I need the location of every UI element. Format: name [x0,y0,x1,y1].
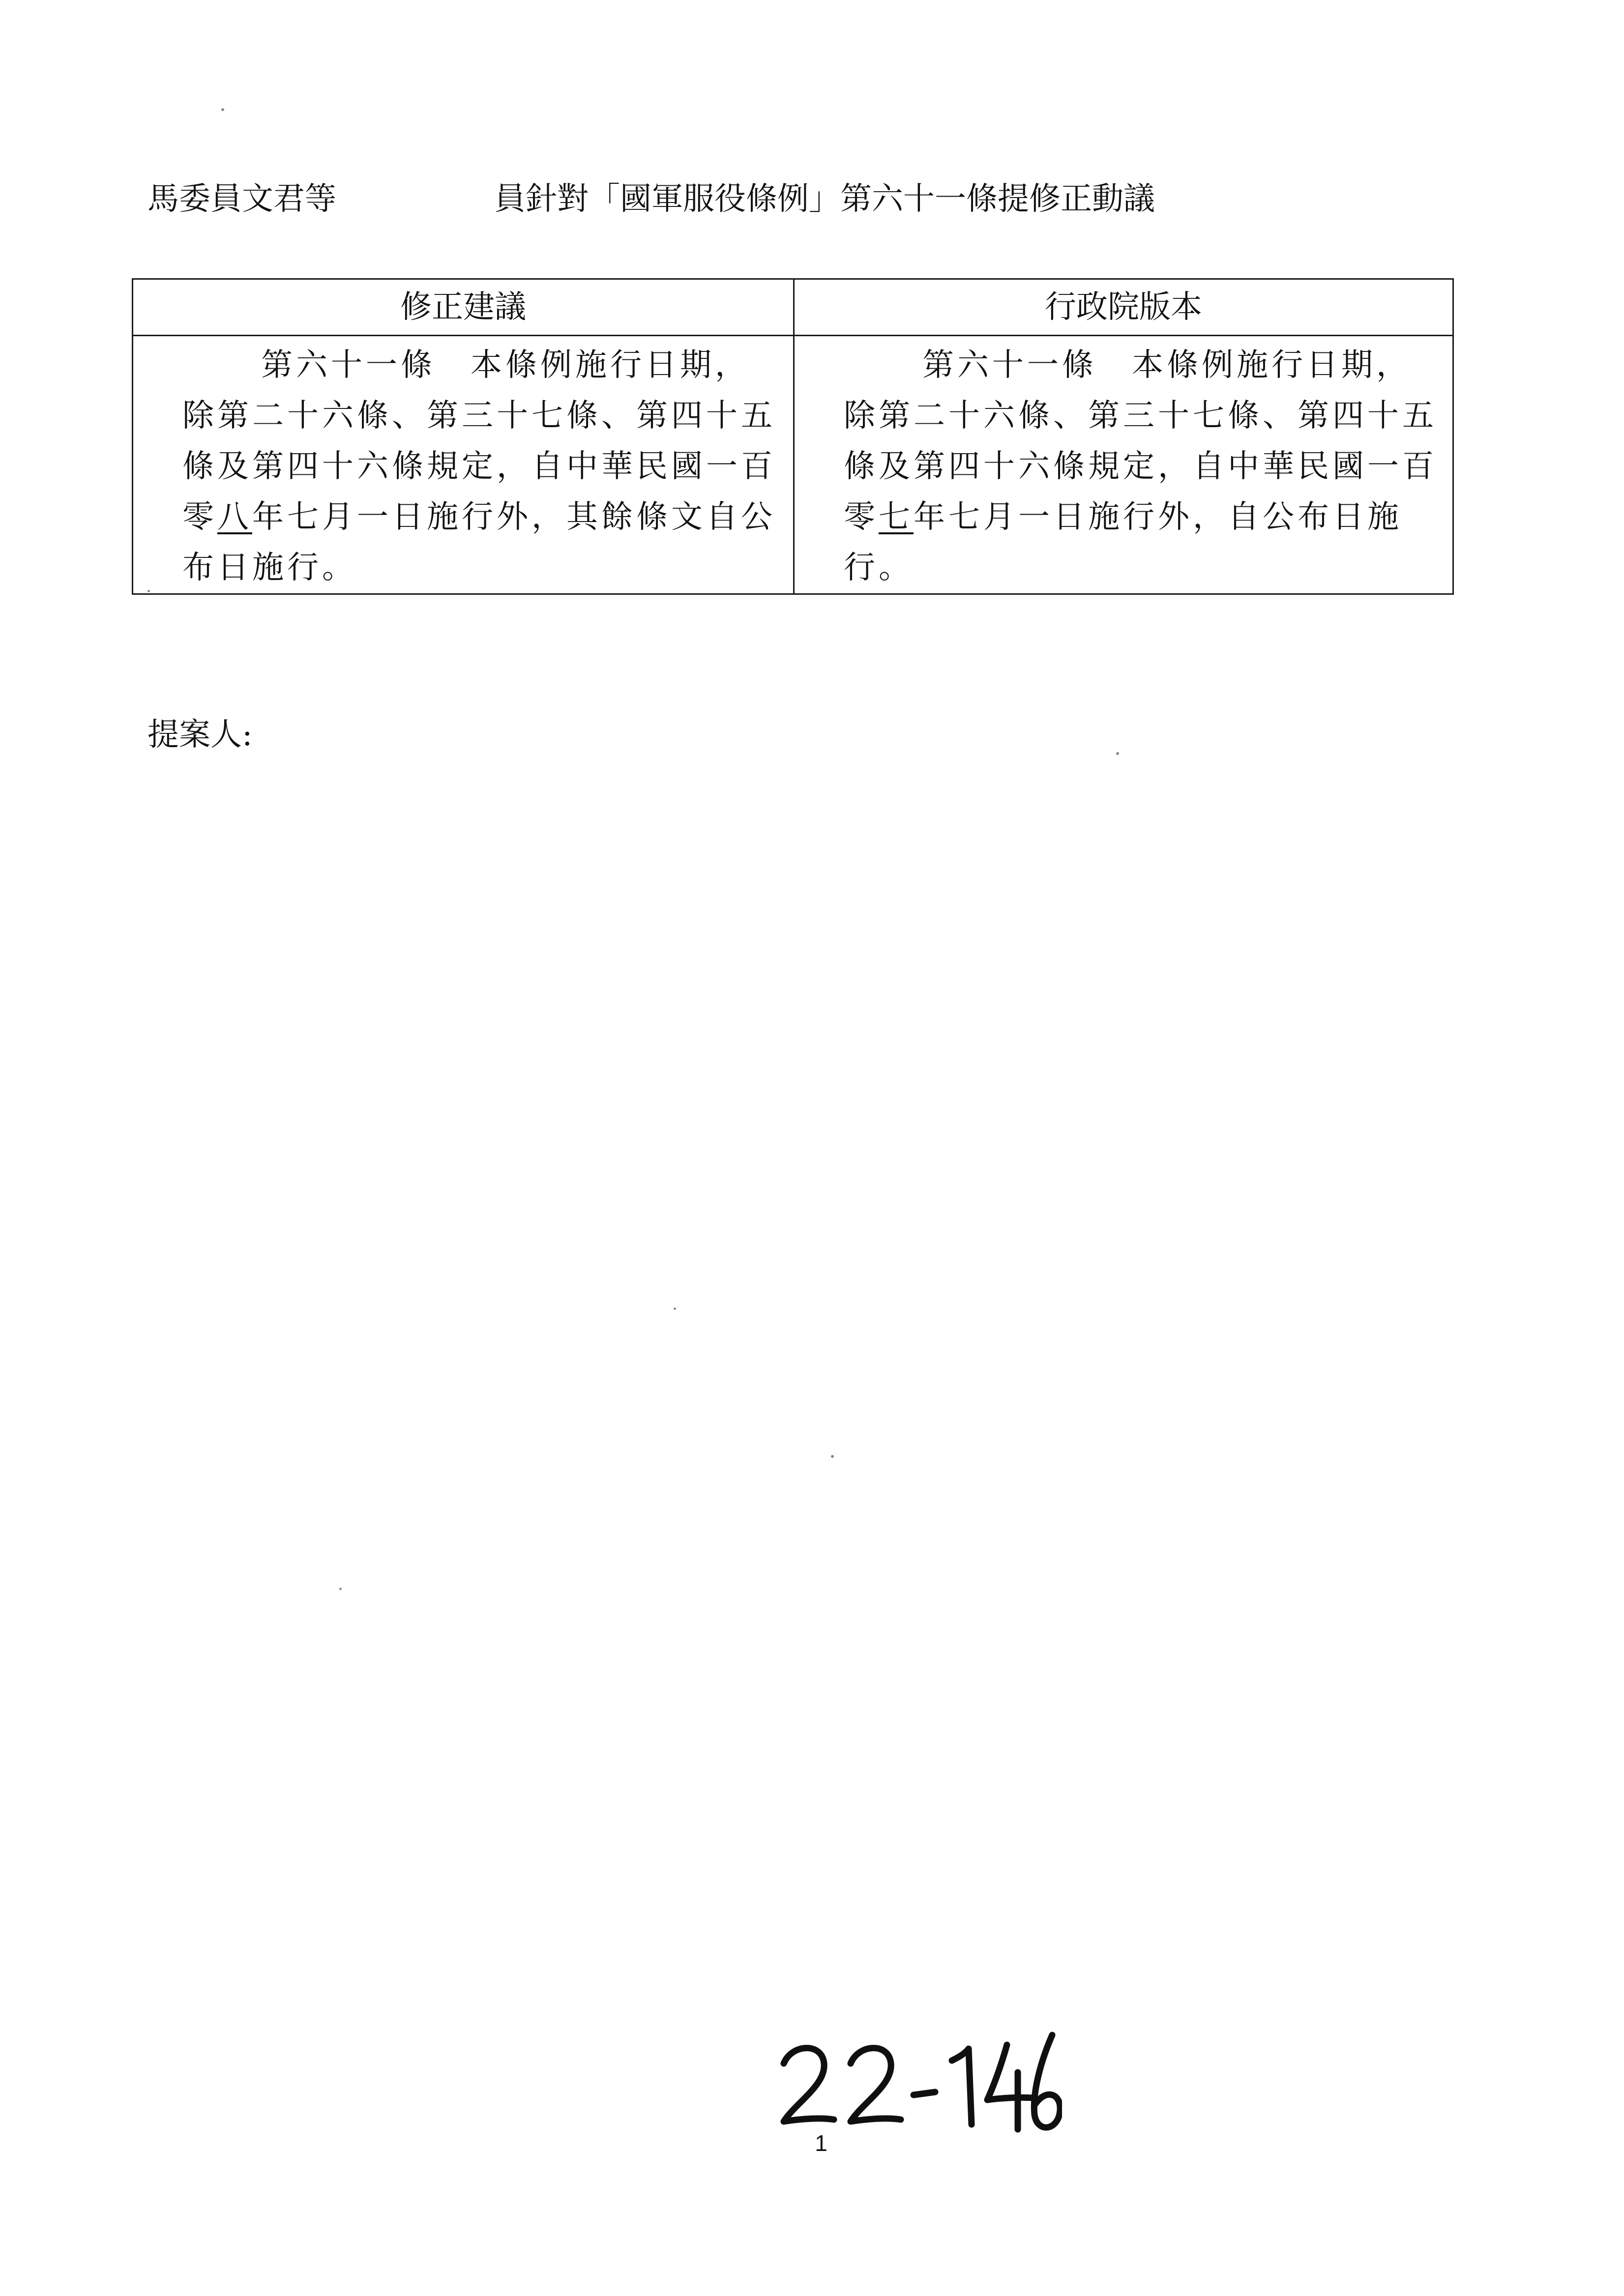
page-number: 1 [815,2130,827,2156]
proposer-name: 馬委員文君等 [148,181,336,217]
header-executive-version: 行政院版本 [794,279,1453,336]
amendment-text-after: 年七月一日施行外，其餘條文自公布日施行。 [182,499,776,586]
scan-speck [148,590,150,592]
executive-underlined-year: 七 [879,499,914,535]
amendment-text [133,336,793,593]
table-header-row [133,279,1453,336]
table-row [133,336,1453,594]
amendment-cell [133,336,794,594]
amendment-text-before: 第六十一條 本條例施行日期，除第二十六條、第三十七條、第四十五條及第四十六條規定，自中華民國一百零 [182,347,776,535]
header-amendment: 修正建議 [133,279,794,336]
scan-speck [831,1455,834,1458]
document-title [148,177,1475,221]
executive-text-after: 年七月一日施行外，自公布日施行。 [844,499,1402,586]
comparison-table [132,278,1454,595]
motion-title: 員針對「國軍服役條例」第六十一條提修正動議 [494,181,1155,217]
scan-speck [1116,752,1119,755]
scan-speck [674,1308,676,1310]
scan-speck [339,1588,342,1590]
executive-version-cell [794,336,1453,594]
executive-version-text [795,336,1452,593]
executive-text-before: 第六十一條 本條例施行日期，除第二十六條、第三十七條、第四十五條及第四十六條規定，自中華民國一百零 [844,347,1437,535]
amendment-underlined-year: 八 [217,499,252,535]
proposer-label: 提案人: [148,717,253,753]
scan-speck [221,108,224,111]
handwritten-number [777,2025,1062,2143]
